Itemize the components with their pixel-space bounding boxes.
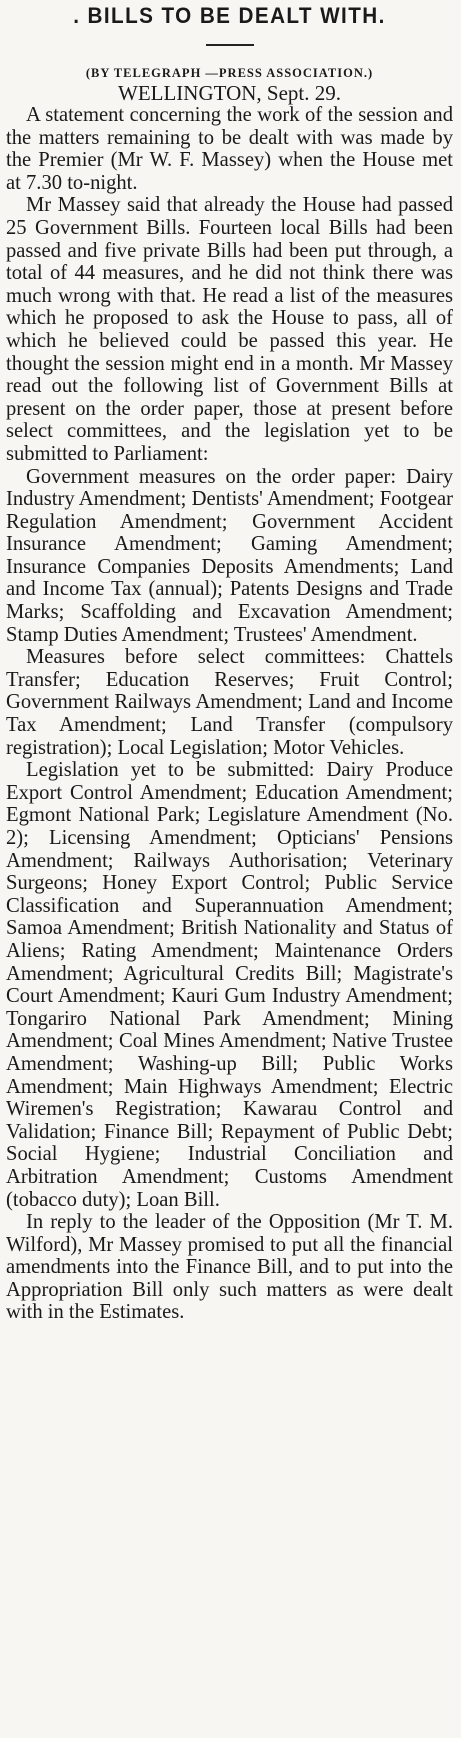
article-paragraph: Measures before select committees: Chattels Transfer; Education Reserves; Fruit Control; Government Railways Amendment; Land and Income Tax Amendment; Land Transfer (compulsory registration); Local Legislation; Motor Vehicles. [6, 646, 453, 759]
article-paragraph: Government measures on the order paper: Dairy Industry Amendment; Dentists' Amendment; Footgear Regulation Amendment; Government Accident Insurance Amendment; Gaming Amendment; Insurance Companies Deposits Amendments; Land and Income Tax (annual); Patents Designs and Trade Marks; Scaffolding and Excavation Amendment; Stamp Duties Amendment; Trustees' Amendment. [6, 465, 453, 646]
article-paragraph: A statement concerning the work of the session and the matters remaining to be dealt with was made by the Premier (Mr W. F. Massey) when the House met at 7.30 to-night. [6, 104, 453, 194]
article-paragraph: In reply to the leader of the Opposition (Mr T. M. Wilford), Mr Massey promised to put all the financial amendments into the Finance Bill, and to put into the Appropriation Bill only such matters as were dealt with in the Estimates. [6, 1211, 453, 1324]
article-paragraph: Legislation yet to be submitted: Dairy Produce Export Control Amendment; Education Amendment; Egmont National Park; Legislature Amendment (No. 2); Licensing Amendment; Opticians' Pensions Amendment; Railways Authorisation; Veterinary Surgeons; Honey Export Control; Public Service Classification and Superannuation Amendment; Samoa Amendment; British Nationality and Status of Aliens; Rating Amendment; Maintenance Orders Amendment; Agricultural Credits Bill; Magistrate's Court Amendment; Kauri Gum Industry Amendment; Tongariro National Park Amendment; Mining Amendment; Coal Mines Amendment; Native Trustee Amendment; Washing-up Bill; Public Works Amendment; Main Highways Amendment; Electric Wiremen's Registration; Kawarau Control and Validation; Finance Bill; Repayment of Public Debt; Social Hygiene; Industrial Conciliation and Arbitration Amendment; Customs Amendment (tobacco duty); Loan Bill. [6, 759, 453, 1211]
article-byline: (BY TELEGRAPH —PRESS ASSOCIATION.) [85, 66, 374, 80]
article-dateline: WELLINGTON, Sept. 29. [118, 81, 341, 105]
article-paragraph: Mr Massey said that already the House had passed 25 Government Bills. Fourteen local Bills had been passed and five private Bills had been put through, a total of 44 measures, and he did not think there was much wrong with that. He read a list of the measures which he proposed to ask the House to pass, all of which he believed could be passed this year. He thought the session might end in a month. Mr Massey read out the following list of Government Bills at present on the order paper, those at present before select committees, and the legislation yet to be submitted to Parliament: [6, 194, 453, 465]
article-headline: . BILLS TO BE DEALT WITH. [73, 3, 386, 28]
headline-divider [206, 44, 254, 46]
